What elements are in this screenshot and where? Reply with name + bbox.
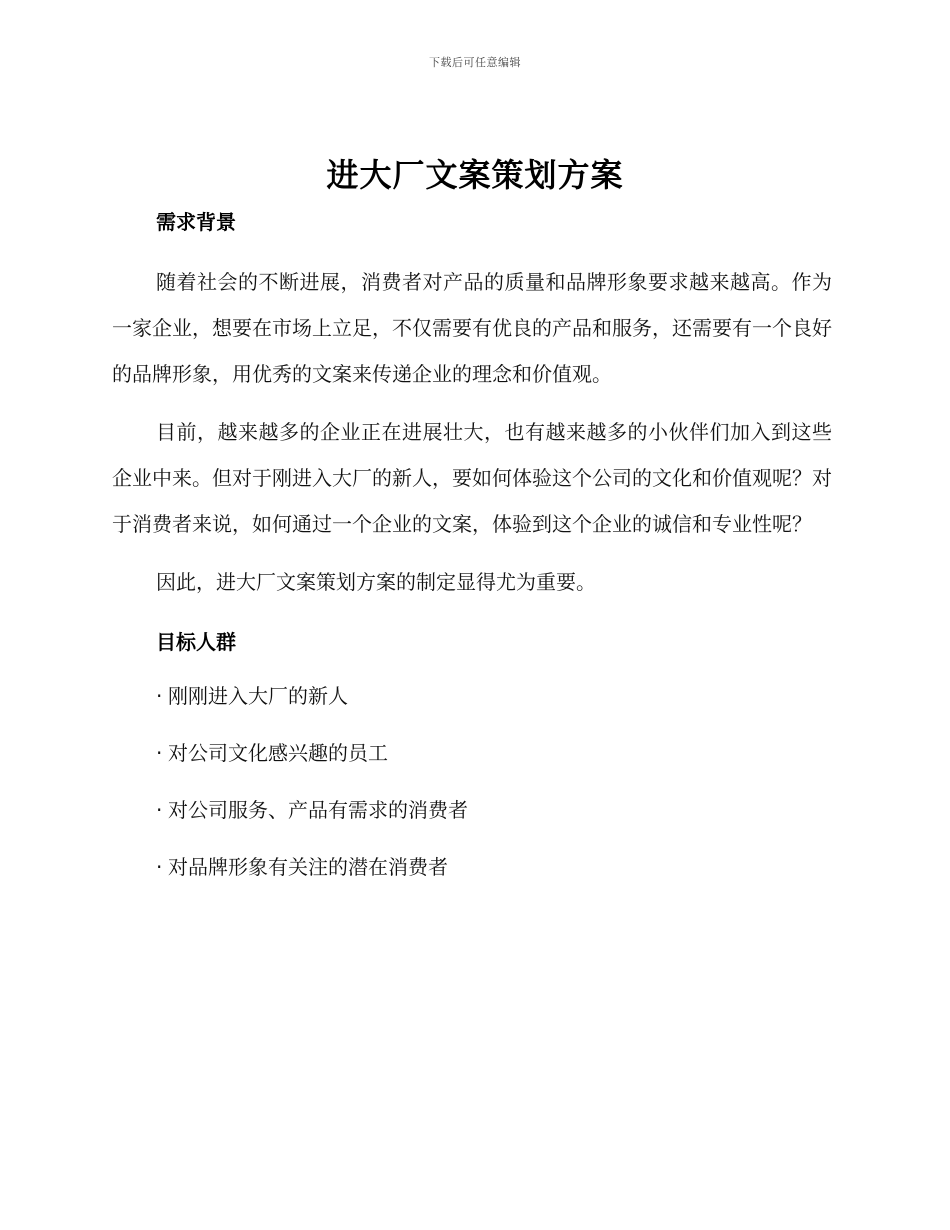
bullet-dot-icon: · [156,684,163,708]
paragraph: 目前，越来越多的企业正在进展壮大，也有越来越多的小伙伴们加入到这些企业中来。但对于刚进入大厂的新人，要如何体验这个公司的文化和价值观呢？对于消费者来说，如何通过一个企业的文案，体验到这个企业的诚信和专业性呢？ [112,420,832,536]
list-item [112,850,832,884]
list-item [112,793,832,827]
document-title: 进大厂文案策划方案 [326,156,624,194]
list-item-text: 对品牌形象有关注的潜在消费者 [168,855,448,879]
section-heading-target-audience: 目标人群 [156,630,236,654]
target-audience-list [112,679,832,884]
bullet-dot-icon: · [156,798,163,822]
list-item [112,679,832,713]
list-item-text: 对公司服务、产品有需求的消费者 [168,798,468,822]
bullet-dot-icon: · [156,855,163,879]
list-item-text: 刚刚进入大厂的新人 [168,684,348,708]
list-item-text: 对公司文化感兴趣的员工 [168,741,388,765]
list-item [112,736,832,770]
document-body [112,205,832,907]
page-header-note: 下载后可任意编辑 [429,56,521,69]
section-heading-background: 需求背景 [156,210,236,234]
paragraph: 因此，进大厂文案策划方案的制定显得尤为重要。 [156,570,596,594]
paragraph: 随着社会的不断进展，消费者对产品的质量和品牌形象要求越来越高。作为一家企业，想要在市场上立足，不仅需要有优良的产品和服务，还需要有一个良好的品牌形象，用优秀的文案来传递企业的理念和价值观。 [112,270,832,386]
bullet-dot-icon: · [156,741,163,765]
